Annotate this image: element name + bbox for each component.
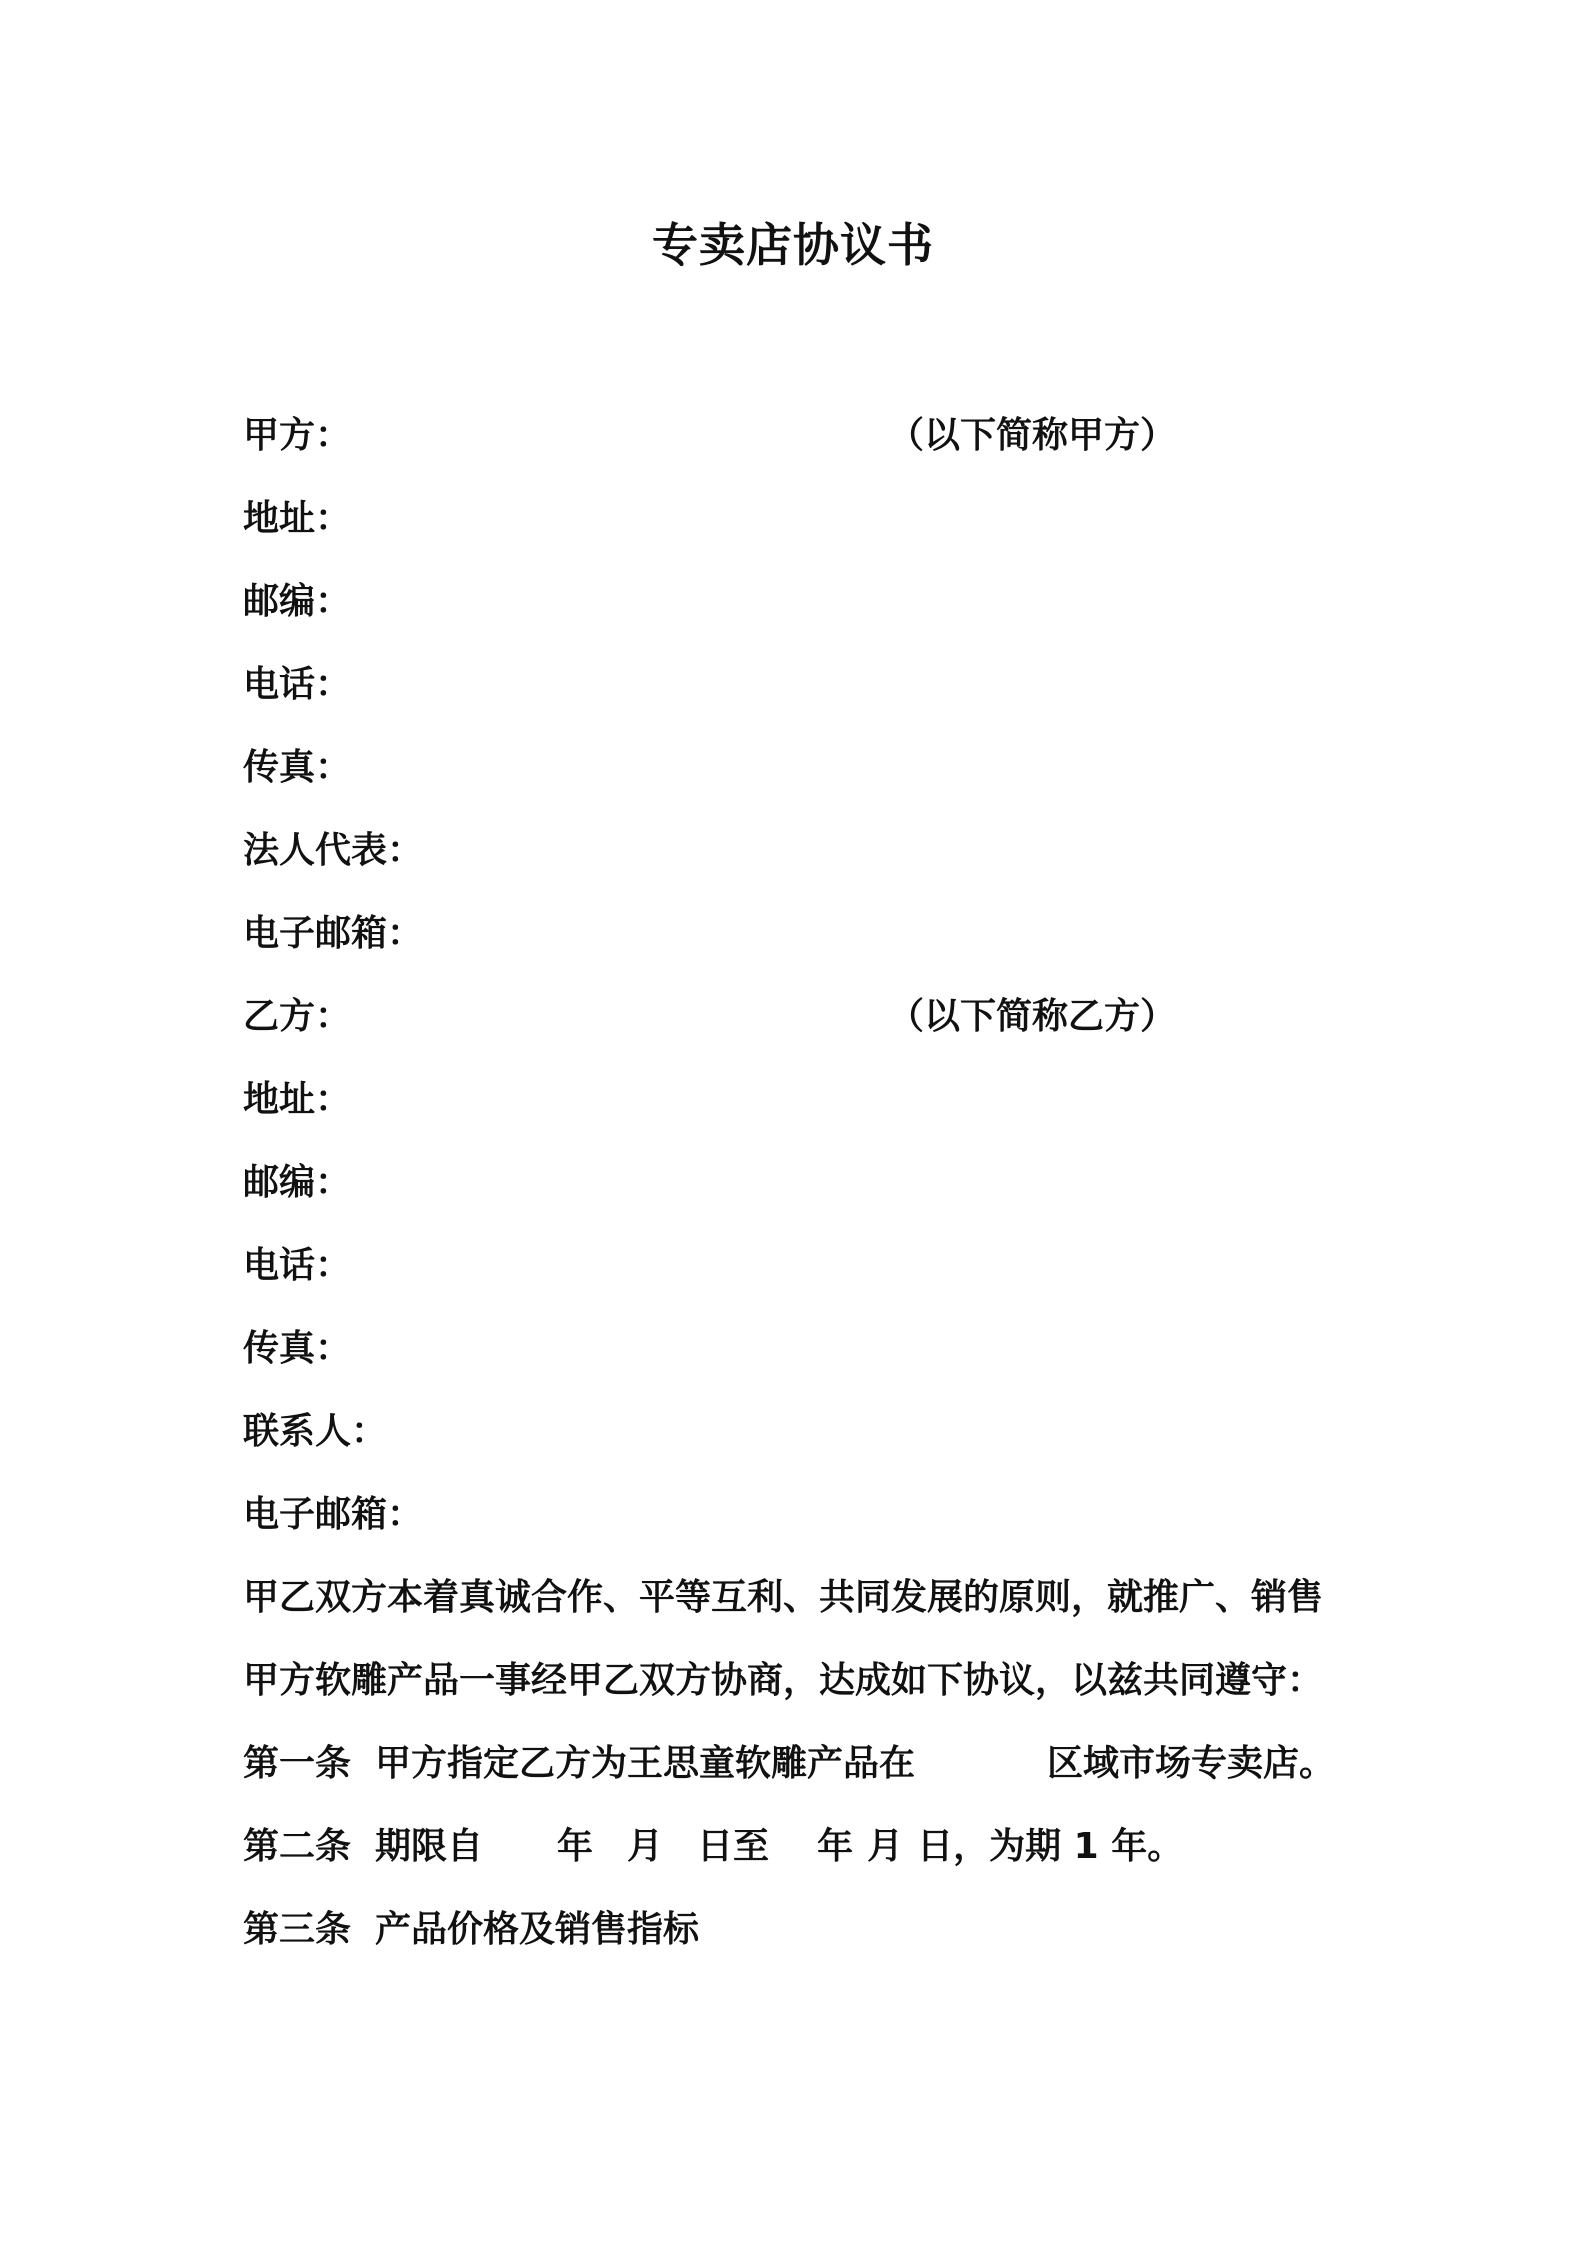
preamble-line-1: 甲乙双方本着真诚合作、平等互利、共同发展的原则，就推广、销售: [243, 1577, 1324, 1618]
article-1-text-part2: 区域市场专卖店。: [1047, 1743, 1336, 1784]
party-b-postcode-label: 邮编：: [243, 1162, 352, 1203]
party-a-postcode-label: 邮编：: [243, 581, 352, 622]
party-b-address-label: 地址：: [243, 1079, 352, 1120]
party-a-email-label: 电子邮箱：: [243, 913, 424, 954]
party-b-fax-label: 传真：: [243, 1328, 352, 1369]
article-2: [243, 1817, 1183, 1877]
article-3: [243, 1900, 699, 1960]
article-1: [243, 1734, 1335, 1794]
party-b-note: （以下简称乙方）: [888, 996, 1177, 1037]
article-3-text: 产品价格及销售指标: [375, 1909, 700, 1950]
article-1-label: 第一条: [243, 1743, 352, 1784]
party-a-label: 甲方：: [243, 415, 352, 456]
party-b-email-label: 电子邮箱：: [243, 1494, 424, 1535]
article-2-text-month-2: 月: [867, 1826, 904, 1867]
party-a-note: （以下简称甲方）: [888, 415, 1177, 456]
party-b-contact-label: 联系人：: [243, 1411, 388, 1452]
article-2-text-day-to: 日至: [697, 1826, 770, 1867]
article-2-text-year-2: 年: [817, 1826, 854, 1867]
article-3-label: 第三条: [243, 1909, 352, 1950]
article-2-text-end: 日，为期 1 年。: [917, 1826, 1184, 1867]
article-2-text-from: 期限自: [375, 1826, 484, 1867]
party-b-label: 乙方：: [243, 996, 352, 1037]
party-a-fax-label: 传真：: [243, 747, 352, 788]
party-b-phone-label: 电话：: [243, 1245, 352, 1286]
article-2-text-month-1: 月: [627, 1826, 664, 1867]
document-title: 专卖店协议书: [652, 218, 934, 272]
article-1-text-part1: 甲方指定乙方为王思童软雕产品在: [375, 1743, 916, 1784]
article-2-label: 第二条: [243, 1826, 352, 1867]
party-a-address-label: 地址：: [243, 498, 352, 539]
party-a-phone-label: 电话：: [243, 664, 352, 705]
preamble-line-2: 甲方软雕产品一事经甲乙双方协商，达成如下协议，以兹共同遵守：: [243, 1660, 1324, 1701]
article-2-text-year-1: 年: [557, 1826, 594, 1867]
party-a-legal-rep-label: 法人代表：: [243, 830, 424, 871]
